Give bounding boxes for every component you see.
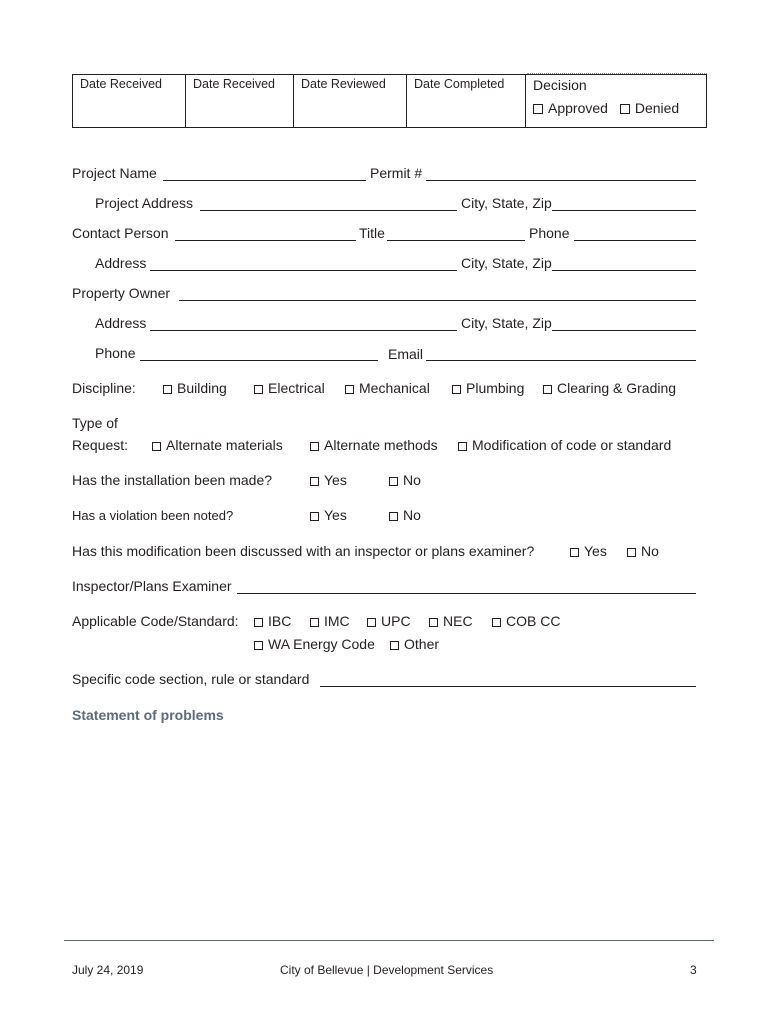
checkbox-alternate-methods[interactable] — [310, 442, 319, 451]
checkbox-nec[interactable] — [429, 618, 438, 627]
owner-city-field[interactable] — [552, 330, 696, 331]
discipline-building-label: Building — [177, 380, 227, 396]
title-field[interactable] — [387, 240, 525, 241]
owner-city-label: City, State, Zip — [461, 315, 552, 331]
code-other[interactable] — [390, 636, 439, 652]
discussed-question: Has this modification been discussed with an inspector or plans examiner? — [72, 543, 535, 559]
installation-question: Has the installation been made? — [72, 472, 273, 488]
contact-address-field[interactable] — [150, 270, 457, 271]
decision-label: Decision — [533, 77, 587, 93]
alternate-materials-label: Alternate materials — [166, 437, 283, 453]
violation-yes-label: Yes — [324, 507, 347, 523]
title-label: Title — [359, 225, 385, 241]
property-owner-field[interactable] — [179, 300, 696, 301]
code-imc-label: IMC — [324, 613, 350, 629]
footer-date: July 24, 2019 — [72, 963, 144, 977]
owner-phone-field[interactable] — [140, 360, 378, 361]
codes-label: Applicable Code/Standard: — [72, 613, 239, 629]
date-reviewed-cell[interactable] — [294, 75, 407, 127]
inspector-field[interactable] — [237, 593, 696, 594]
discussed-yes[interactable] — [570, 543, 607, 559]
project-city-field[interactable] — [552, 210, 696, 211]
date-completed-label: Date Completed — [414, 77, 505, 91]
checkbox-imc[interactable] — [310, 618, 319, 627]
contact-person-label: Contact Person — [72, 225, 169, 241]
property-owner-label: Property Owner — [72, 285, 171, 301]
checkbox-mechanical[interactable] — [345, 385, 354, 394]
code-other-label: Other — [404, 636, 440, 652]
specific-code-field[interactable] — [320, 686, 696, 687]
discipline-clearing-grading[interactable] — [543, 380, 676, 396]
code-wa-energy[interactable] — [254, 636, 375, 652]
permit-label: Permit # — [370, 165, 423, 181]
contact-city-field[interactable] — [552, 270, 696, 271]
modification-label: Modification of code or standard — [472, 437, 672, 453]
inspector-label: Inspector/Plans Examiner — [72, 578, 232, 594]
discussed-no-label: No — [641, 543, 659, 559]
request-modification[interactable] — [458, 437, 671, 453]
approved-checkbox[interactable] — [533, 104, 543, 114]
installation-yes[interactable] — [310, 472, 347, 488]
discipline-mechanical[interactable] — [345, 380, 430, 396]
footer-rule — [64, 940, 714, 941]
project-city-label: City, State, Zip — [461, 195, 552, 211]
code-imc[interactable] — [310, 613, 350, 629]
violation-no-label: No — [403, 507, 421, 523]
checkbox-violation-yes[interactable] — [310, 512, 319, 521]
statement-heading: Statement of problems — [72, 707, 224, 723]
code-cob-cc[interactable] — [492, 613, 560, 629]
violation-no[interactable] — [389, 507, 421, 523]
checkbox-discussed-yes[interactable] — [570, 548, 579, 557]
date-completed-cell[interactable] — [407, 75, 526, 127]
checkbox-ibc[interactable] — [254, 618, 263, 627]
code-upc-label: UPC — [381, 613, 411, 629]
denied-checkbox[interactable] — [620, 104, 630, 114]
date-received-cell-2[interactable] — [186, 75, 294, 127]
checkbox-clearing-grading[interactable] — [543, 385, 552, 394]
discipline-plumbing[interactable] — [452, 380, 524, 396]
code-wa-energy-label: WA Energy Code — [268, 636, 375, 652]
code-cob-cc-label: COB CC — [506, 613, 561, 629]
date-received-label-1: Date Received — [80, 77, 162, 91]
code-ibc-label: IBC — [268, 613, 292, 629]
checkbox-building[interactable] — [163, 385, 172, 394]
project-address-label: Project Address — [95, 195, 194, 211]
checkbox-modification[interactable] — [458, 442, 467, 451]
permit-field[interactable] — [426, 180, 696, 181]
discipline-electrical-label: Electrical — [268, 380, 325, 396]
request-alternate-materials[interactable] — [152, 437, 283, 453]
discipline-electrical[interactable] — [254, 380, 325, 396]
approved-label: Approved — [548, 100, 608, 116]
office-use-table — [72, 74, 707, 128]
checkbox-plumbing[interactable] — [452, 385, 461, 394]
statement-text-area[interactable] — [72, 730, 696, 920]
checkbox-violation-no[interactable] — [389, 512, 398, 521]
request-type-label-line2: Request: — [72, 437, 129, 453]
code-nec-label: NEC — [443, 613, 473, 629]
owner-email-field[interactable] — [426, 360, 696, 361]
contact-phone-label: Phone — [529, 225, 570, 241]
owner-phone-label: Phone — [95, 345, 136, 361]
alternate-methods-label: Alternate methods — [324, 437, 438, 453]
installation-yes-label: Yes — [324, 472, 347, 488]
project-address-field[interactable] — [200, 210, 457, 211]
discipline-building[interactable] — [163, 380, 227, 396]
discipline-clearing-grading-label: Clearing & Grading — [557, 380, 677, 396]
installation-no[interactable] — [389, 472, 421, 488]
discipline-mechanical-label: Mechanical — [359, 380, 430, 396]
date-received-label-2: Date Received — [193, 77, 275, 91]
owner-address-label: Address — [95, 315, 147, 331]
checkbox-cob-cc[interactable] — [492, 618, 501, 627]
date-received-cell-1[interactable] — [73, 75, 186, 127]
code-ibc[interactable] — [254, 613, 291, 629]
discipline-plumbing-label: Plumbing — [466, 380, 525, 396]
checkbox-other[interactable] — [390, 641, 399, 650]
contact-phone-field[interactable] — [574, 240, 696, 241]
checkbox-installation-no[interactable] — [389, 477, 398, 486]
violation-yes[interactable] — [310, 507, 347, 523]
specific-code-label: Specific code section, rule or standard — [72, 671, 310, 687]
discussed-yes-label: Yes — [584, 543, 607, 559]
footer-page-number: 3 — [690, 963, 697, 977]
contact-address-label: Address — [95, 255, 147, 271]
checkbox-electrical[interactable] — [254, 385, 263, 394]
contact-person-field[interactable] — [175, 240, 356, 241]
date-reviewed-label: Date Reviewed — [301, 77, 386, 91]
contact-city-label: City, State, Zip — [461, 255, 552, 271]
checkbox-installation-yes[interactable] — [310, 477, 319, 486]
denied-label: Denied — [634, 100, 680, 116]
owner-address-field[interactable] — [150, 330, 457, 331]
discipline-label: Discipline: — [72, 380, 136, 396]
request-alternate-methods[interactable] — [310, 437, 438, 453]
checkbox-upc[interactable] — [367, 618, 376, 627]
request-type-label-line1: Type of — [72, 415, 118, 431]
checkbox-discussed-no[interactable] — [627, 548, 636, 557]
project-name-label: Project Name — [72, 165, 157, 181]
violation-question: Has a violation been noted? — [72, 508, 234, 523]
installation-no-label: No — [403, 472, 421, 488]
checkbox-wa-energy[interactable] — [254, 641, 263, 650]
code-nec[interactable] — [429, 613, 473, 629]
code-upc[interactable] — [367, 613, 411, 629]
owner-email-label: Email — [388, 346, 424, 362]
discussed-no[interactable] — [627, 543, 659, 559]
decision-cell — [526, 75, 706, 127]
footer-org: City of Bellevue | Development Services — [280, 963, 494, 977]
checkbox-alternate-materials[interactable] — [152, 442, 161, 451]
project-name-field[interactable] — [163, 180, 366, 181]
